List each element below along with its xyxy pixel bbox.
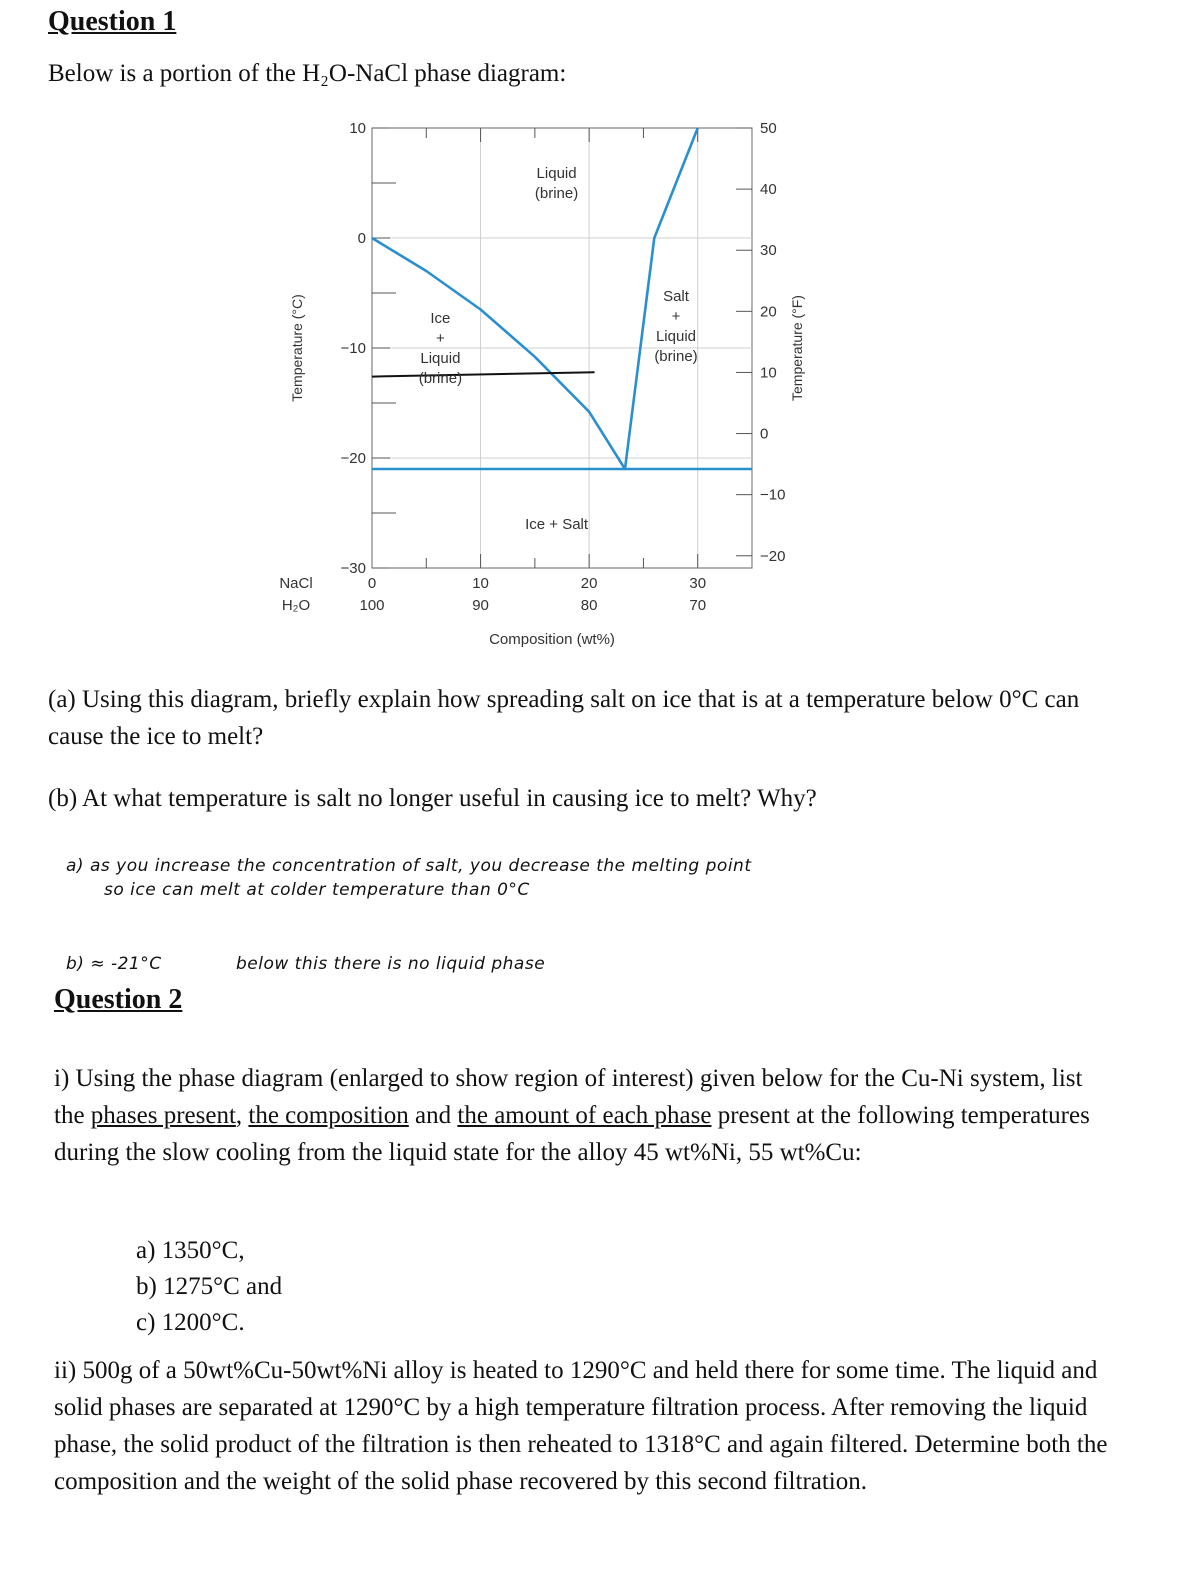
x-tick-label-h2o: 90 [472, 597, 489, 614]
region-label: Ice + Salt [525, 516, 589, 533]
temperature-list [136, 1233, 282, 1341]
region-label: Liquid [655, 328, 697, 345]
y-tick-label-fahrenheit: −10 [760, 486, 786, 504]
handwritten-answer-a-line2: so ice can melt at colder temperature than 0°C [104, 880, 530, 900]
region-label: Liquid [420, 350, 461, 367]
y-axis-title-right: Temperature (°F) [789, 295, 805, 401]
y-tick-label-fahrenheit: −20 [760, 547, 786, 565]
handwritten-answer-b-text: below this there is no liquid phase [236, 954, 546, 974]
x-tick-label-h2o: 70 [689, 597, 707, 614]
phase-diagram-svg [260, 110, 820, 660]
separator-1: , [235, 1102, 249, 1129]
hand-drawn-line [372, 372, 595, 376]
y-tick-label-fahrenheit: 50 [760, 120, 777, 137]
y-tick-label-fahrenheit: 30 [760, 242, 777, 260]
region-label: (brine) [534, 185, 579, 202]
y-tick-label-fahrenheit: 20 [760, 303, 777, 321]
temperature-item: b) 1275°C and [136, 1273, 283, 1300]
x-axis-title: Composition (wt%) [489, 631, 615, 648]
y-tick-label-celsius: −20 [340, 450, 366, 467]
handwritten-answer-b-temp: b) ≈ -21°C [66, 954, 162, 974]
y-tick-label-celsius: 0 [357, 230, 366, 247]
question-2-part-ii: ii) 500g of a 50wt%Cu-50wt%Ni alloy is heated to 1290°C and held there for some time. The liquid and solid phases are separated at 1290°C by a high temperature filtration process. After removing the liquid phase, the solid product of the filtration is then reheated to 1318°C and again filtered. Determine both the composition and the weight of the solid phase recovered by this second filtration. [54, 1357, 1108, 1495]
region-label: Ice [430, 310, 451, 327]
y-tick-label-fahrenheit: 10 [760, 364, 777, 382]
question-1-intro: Below is a portion of the H₂O-NaCl phase diagram: [48, 60, 567, 87]
y-tick-label-celsius: −30 [340, 560, 366, 577]
y-tick-label-celsius: −10 [340, 340, 366, 357]
question-2-title: Question 2 [54, 984, 183, 1015]
temperature-item: a) 1350°C, [136, 1237, 245, 1264]
question-1-part-b: (b) At what temperature is salt no longer useful in causing ice to melt? Why? [48, 785, 817, 812]
region-label: (brine) [654, 348, 698, 365]
y-tick-label-fahrenheit: 0 [760, 425, 769, 443]
temperature-item: c) 1200°C. [136, 1309, 245, 1336]
y-tick-label-celsius: 10 [349, 120, 366, 137]
region-label: Liquid [536, 165, 577, 182]
part-i-suffix: present at the following temperatures during the slow cooling from the liquid state for the alloy 45 wt%Ni, 55 wt%Cu: [54, 1102, 1090, 1166]
x-tick-label-nacl: 0 [367, 575, 377, 592]
question-2-part-i [54, 1060, 1114, 1171]
question-1-title: Question 1 [48, 6, 177, 37]
phases-present-underlined: phases present [90, 1102, 236, 1129]
x-tick-label-nacl: 10 [472, 575, 489, 592]
region-label: (brine) [418, 370, 463, 387]
y-axis-title-left: Temperature (°C) [289, 294, 305, 402]
composition-underlined: the composition [248, 1102, 409, 1129]
part-i-prefix: i) Using the phase diagram (enlarged to show region of interest) given below for the Cu-Ni system, list the [54, 1065, 1083, 1129]
separator-2: and [408, 1102, 458, 1129]
x-row-label-nacl: NaCl [279, 575, 313, 592]
x-tick-label-nacl: 20 [580, 575, 598, 592]
region-label: Salt [663, 288, 689, 305]
phase-diagram [260, 110, 820, 660]
x-tick-label-h2o: 100 [359, 597, 385, 614]
handwritten-answer-a-line1: a) as you increase the concentration of salt, you decrease the melting point [66, 856, 752, 876]
phase-boundary-liquidus-ice- [372, 238, 625, 469]
question-1-part-a: (a) Using this diagram, briefly explain how spreading salt on ice that is at a temperature below 0°C can cause the ice to melt? [48, 686, 1080, 750]
y-tick-label-fahrenheit: 40 [760, 181, 777, 199]
region-label: + [671, 308, 681, 325]
x-row-label-h2o: H₂O [281, 597, 311, 614]
amount-underlined: the amount of each phase [457, 1102, 712, 1129]
x-tick-label-nacl: 30 [689, 575, 707, 592]
x-tick-label-h2o: 80 [580, 597, 598, 614]
region-label: + [436, 330, 445, 347]
